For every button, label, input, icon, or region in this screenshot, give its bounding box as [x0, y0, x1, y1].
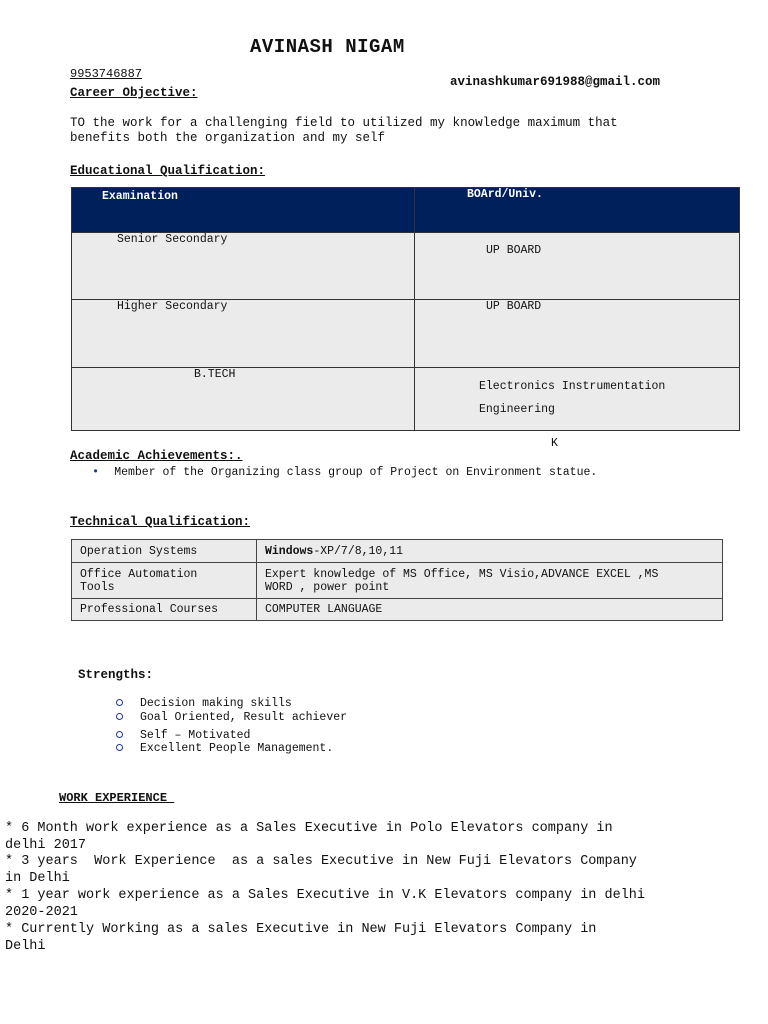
tech-value [257, 540, 723, 563]
tech-label [72, 563, 257, 599]
circle-bullet-icon [116, 744, 123, 751]
table-row [72, 300, 740, 368]
work-item-line: * 6 Month work experience as a Sales Executive in Polo Elevators company in [5, 821, 613, 836]
table-row [72, 540, 723, 563]
tech-value: COMPUTER LANGUAGE [257, 599, 723, 621]
board-name: UP BOARD [486, 300, 542, 313]
circle-bullet-icon [116, 699, 123, 706]
exam-name: Senior Secondary [117, 233, 228, 246]
education-table [71, 187, 740, 431]
strength-text: Self – Motivated [140, 729, 251, 742]
technical-heading: Technical Qualification: [70, 515, 251, 529]
work-item-line: in Delhi [5, 871, 70, 886]
exam-name: Higher Secondary [117, 300, 228, 313]
circle-bullet-icon [116, 713, 123, 720]
work-item-line: * Currently Working as a sales Executive in New Fuji Elevators Company in [5, 922, 597, 937]
tech-label: Operation Systems [72, 540, 257, 563]
column-header-board: BOArd/Univ. [467, 188, 543, 201]
education-heading: Educational Qualification: [70, 164, 266, 178]
phone-number: 9953746887 [70, 67, 143, 81]
academic-list-item [92, 465, 597, 479]
column-header-examination: Examination [102, 190, 178, 203]
tech-value [257, 563, 723, 599]
board-name-line: Engineering [479, 403, 555, 416]
table-cell [72, 233, 415, 300]
header-cell [415, 188, 740, 233]
candidate-name: AVINASH NIGAM [250, 36, 405, 58]
strength-text: Goal Oriented, Result achiever [140, 711, 348, 724]
work-item-line: * 1 year work experience as a Sales Executive in V.K Elevators company in delhi [5, 888, 646, 903]
header-cell [72, 188, 415, 233]
bullet-icon: • [92, 465, 100, 479]
table-row [72, 599, 723, 621]
table-header-row [72, 188, 740, 233]
table-cell [72, 300, 415, 368]
tech-label-line: Tools [80, 580, 115, 594]
table-cell [72, 368, 415, 431]
strength-text: Decision making skills [140, 697, 292, 710]
email-address: avinashkumar691988@gmail.com [450, 75, 661, 89]
work-experience-heading: WORK EXPERIENCE [59, 791, 175, 805]
career-objective-heading: Career Objective: [70, 86, 198, 100]
strength-text: Excellent People Management. [140, 742, 334, 755]
technical-table [71, 539, 723, 621]
tech-label-line: Office Automation [80, 567, 198, 581]
strength-item [116, 711, 347, 724]
board-name: UP BOARD [486, 244, 542, 257]
academic-item-text: Member of the Organizing class group of Project on Environment statue. [114, 466, 598, 479]
tech-value-bold: Windows [265, 544, 314, 558]
work-item [5, 820, 613, 854]
career-objective-line: benefits both the organization and my self [70, 131, 386, 145]
strength-item [116, 742, 333, 755]
table-cell [415, 300, 740, 368]
strength-item [116, 729, 250, 742]
career-objective-line: TO the work for a challenging field to utilized my knowledge maximum that [70, 116, 618, 130]
career-objective-text [70, 116, 618, 146]
table-cell [415, 368, 740, 431]
work-item-line: * 3 years Work Experience as a sales Executive in New Fuji Elevators Company [5, 854, 637, 869]
strength-item [116, 697, 292, 710]
work-item-line: delhi 2017 [5, 838, 87, 853]
board-name-line: Electronics Instrumentation [479, 380, 666, 393]
table-row [72, 233, 740, 300]
work-item-line: 2020-2021 [5, 905, 78, 920]
table-row [72, 563, 723, 599]
exam-name: B.TECH [194, 368, 236, 381]
circle-bullet-icon [116, 731, 123, 738]
academic-heading: Academic Achievements:. [70, 449, 243, 463]
tech-value-line: WORD , power point [265, 580, 390, 594]
table-cell [415, 233, 740, 300]
stray-character: K [551, 437, 558, 450]
strengths-heading: Strengths: [78, 668, 154, 682]
work-item [5, 853, 637, 887]
work-item [5, 887, 645, 921]
work-item [5, 921, 596, 955]
tech-value-line: Expert knowledge of MS Office, MS Visio,ADVANCE EXCEL ,MS [265, 567, 659, 581]
work-item-line: Delhi [5, 939, 46, 954]
tech-value-text: -XP/7/8,10,11 [313, 544, 404, 558]
tech-label: Professional Courses [72, 599, 257, 621]
board-name [415, 368, 739, 421]
table-row [72, 368, 740, 431]
